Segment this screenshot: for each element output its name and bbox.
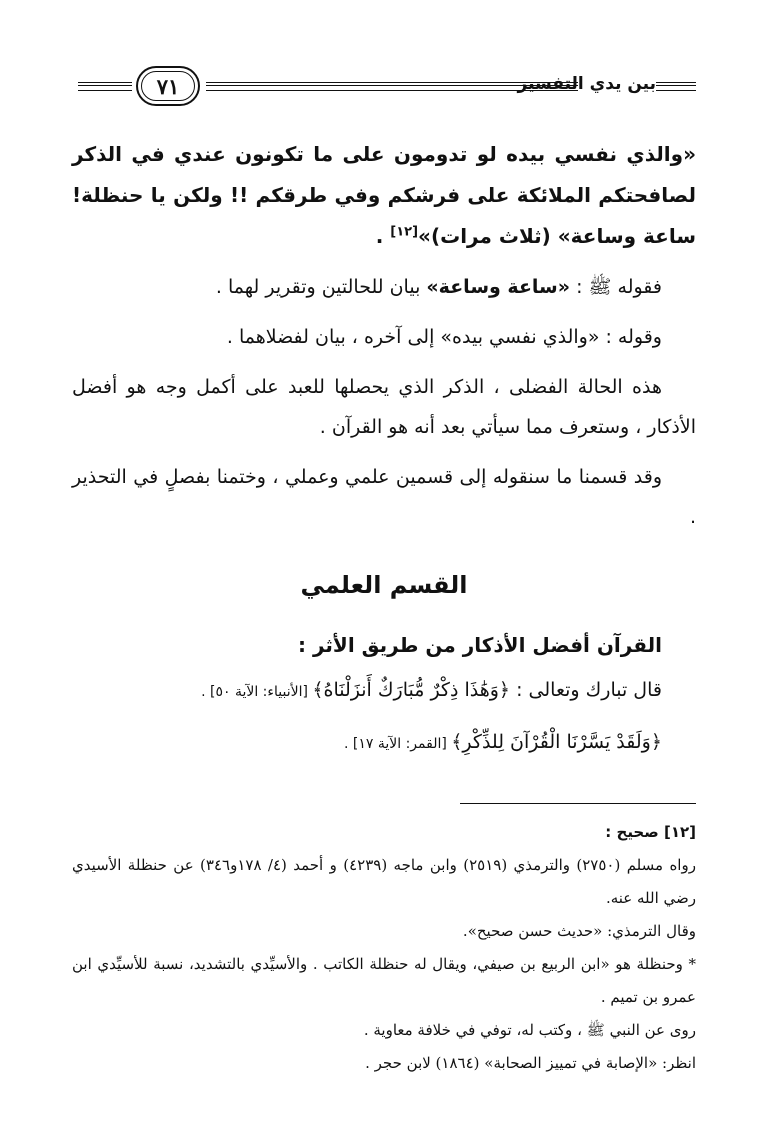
footnote-heading: [١٢] صحيح : xyxy=(605,823,696,841)
footnote-line-1: رواه مسلم (٢٧٥٠) والترمذي (٢٥١٩) وابن ماجه (٤٢٣٩) و أحمد (٤/ ١٧٨و٣٤٦) عن حنظلة الأسيدي رضي الله عنه. xyxy=(72,856,696,907)
main-text xyxy=(72,134,696,769)
hadith-paragraph xyxy=(72,134,696,257)
hadith-end: . xyxy=(375,224,391,248)
footnote-line-2: وقال الترمذي: «حديث حسن صحيح». xyxy=(462,922,696,940)
verse-2-quran: ﴿وَلَقَدْ يَسَّرْنَا الْقُرْآنَ لِلذِّكْرِ﴾ xyxy=(451,731,662,753)
footnote-separator xyxy=(460,803,696,804)
page-number-badge xyxy=(136,66,200,106)
footnote-line-5: انظر: «الإصابة في تمييز الصحابة» (١٨٦٤) لابن حجر . xyxy=(365,1054,696,1072)
footnote-line-3: * وحنظلة هو «ابن الربيع بن صيفي، ويقال له حنظلة الكاتب . والأسيِّدي بالتشديد، نسبة للأسيِّدي ابن عمرو بن تميم . xyxy=(72,955,696,1006)
hadith-footnote-ref: [١٢] xyxy=(390,224,419,240)
verse-1-quran: ﴿وَهَٰذَا ذِكْرٌ مُّبَارَكٌ أَنزَلْنَاهُ﴾ xyxy=(312,679,511,701)
page-header xyxy=(78,62,696,112)
paragraph-2: وقوله : «والذي نفسي بيده» إلى آخره ، بيان لفضلاهما . xyxy=(226,326,662,348)
footnote-line-4: روى عن النبي ﷺ ، وكتب له، توفي في خلافة معاوية . xyxy=(363,1021,696,1039)
page-number: ٧١ xyxy=(156,73,180,99)
header-rule-right xyxy=(656,82,696,91)
verse-1-reference: [الأنبياء: الآية ٥٠] . xyxy=(201,684,313,700)
footnotes xyxy=(72,816,696,1080)
hadith-text: «والذي نفسي بيده لو تدومون على ما تكونون عندي في الذكر لصافحتكم الملائكة على فرشكم وفي طرقكم !! ولكن يا حنظلة! ساعة وساعة» (ثلاث مرات)» xyxy=(72,142,696,248)
verse-1 xyxy=(72,665,696,717)
verse-1-intro: قال تبارك وتعالى : xyxy=(510,679,662,701)
running-title: بين يدي التفسير xyxy=(517,74,656,94)
header-rule-left xyxy=(78,82,132,91)
paragraph-1-pre: فقوله ﷺ : xyxy=(570,276,662,298)
paragraph-3: هذه الحالة الفضلى ، الذكر الذي يحصلها للعبد على أكمل وجه هو أفضل الأذكار ، وستعرف مما سيأتي بعد أنه هو القرآن . xyxy=(72,376,696,438)
sub-title: القرآن أفضل الأذكار من طريق الأثر : xyxy=(298,633,662,657)
section-title: القسم العلمي xyxy=(300,571,468,599)
paragraph-1 xyxy=(72,267,696,307)
paragraph-1-bold: «ساعة وساعة» xyxy=(426,276,571,298)
paragraph-1-post: بيان للحالتين وتقرير لهما . xyxy=(215,276,427,298)
verse-2-reference: [القمر: الآية ١٧] . xyxy=(343,736,452,752)
paragraph-4: وقد قسمنا ما سنقوله إلى قسمين علمي وعملي ، وختمنا بفصلٍ في التحذير . xyxy=(72,466,696,528)
verse-2 xyxy=(72,717,696,769)
